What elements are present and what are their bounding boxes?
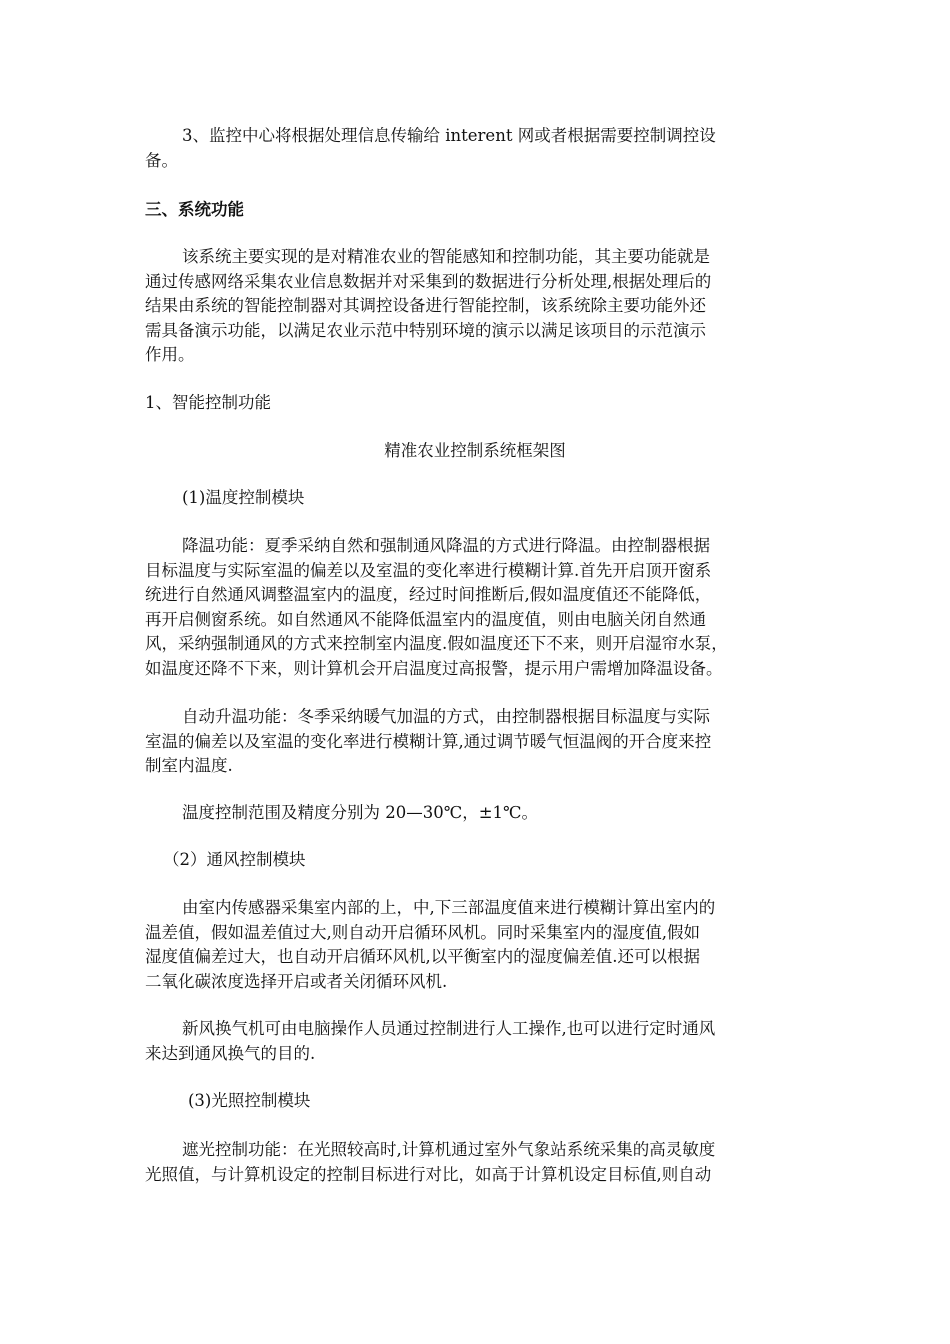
paragraph-temperature-range [145, 801, 805, 826]
text-line: 如温度还降不下来，则计算机会开启温度过高报警，提示用户需增加降温设备。 [145, 658, 723, 678]
text-line: 降温功能：夏季采纳自然和强制通风降温的方式进行降温。由控制器根据 [182, 536, 710, 555]
text-line: 新风换气机可由电脑操作人员通过控制进行人工操作,也可以进行定时通风 [182, 1019, 716, 1038]
text-line: 再开启侧窗系统。如自然通风不能降低温室内的温度值，则由电脑关闭自然通 [145, 609, 706, 629]
text-line: 二氧化碳浓度选择开启或者关闭循环风机. [145, 971, 448, 991]
module-heading-temperature [145, 486, 805, 511]
paragraph-fresh-air [145, 1017, 805, 1066]
text-line: 通过传感网络采集农业信息数据并对采集到的数据进行分析处理,根据处理后的 [145, 271, 712, 291]
text-line: 统进行自然通风调整温室内的温度，经过时间推断后,假如温度值还不能降低， [145, 585, 712, 604]
paragraph-heating-function [145, 705, 805, 779]
text-line: 自动升温功能：冬季采纳暖气加温的方式，由控制器根据目标温度与实际 [182, 707, 710, 726]
text-line: 来达到通风换气的目的. [145, 1043, 316, 1063]
text-line: （2）通风控制模块 [163, 850, 306, 869]
text-line: 温差值，假如温差值过大,则自动开启循环风机。同时采集室内的湿度值,假如 [145, 922, 700, 942]
text-line: 风，采纳强制通风的方式来控制室内温度.假如温度还下不来，则开启湿帘水泵， [145, 634, 728, 653]
text-line: 3、监控中心将根据处理信息传输给 interent 网或者根据需要控制调控设 [182, 126, 716, 145]
text-line: 湿度值偏差过大，也自动开启循环风机,以平衡室内的湿度偏差值.还可以根据 [145, 947, 700, 966]
paragraph-ventilation [145, 896, 805, 994]
module-heading-lighting [145, 1089, 805, 1114]
subheading-intelligent-control: 1、智能控制功能 [145, 393, 271, 412]
text-line: 备。 [145, 150, 178, 170]
text-line: 由室内传感器采集室内部的上，中,下三部温度值来进行模糊计算出室内的 [182, 898, 716, 917]
paragraph-monitoring-center [145, 124, 805, 173]
text-line: 温度控制范围及精度分别为 20—30℃，±1℃。 [182, 803, 538, 822]
paragraph-system-overview [145, 245, 805, 368]
text-line: 目标温度与实际室温的偏差以及室温的变化率进行模糊计算.首先开启顶开窗系 [145, 560, 712, 580]
figure-caption: 精准农业控制系统框架图 [384, 441, 566, 460]
text-line: (3)光照控制模块 [188, 1091, 311, 1110]
module-heading-ventilation [145, 848, 805, 873]
paragraph-cooling-function [145, 534, 805, 681]
text-line: 遮光控制功能：在光照较高时,计算机通过室外气象站系统采集的高灵敏度 [182, 1140, 716, 1159]
text-line: 室温的偏差以及室温的变化率进行模糊计算,通过调节暖气恒温阀的开合度来控 [145, 731, 712, 751]
section-heading-system-functions: 三、系统功能 [145, 200, 244, 219]
text-line: 需具备演示功能，以满足农业示范中特别环境的演示以满足该项目的示范演示 [145, 320, 706, 340]
text-line: 制室内温度. [145, 756, 233, 775]
text-line: 光照值，与计算机设定的控制目标进行对比，如高于计算机设定目标值,则自动 [145, 1164, 712, 1184]
text-line: (1)温度控制模块 [182, 488, 305, 507]
text-line: 作用。 [145, 345, 195, 364]
text-line: 该系统主要实现的是对精准农业的智能感知和控制功能，其主要功能就是 [182, 247, 710, 266]
text-line: 结果由系统的智能控制器对其调控设备进行智能控制，该系统除主要功能外还 [145, 296, 706, 315]
paragraph-shading-control [145, 1138, 805, 1187]
